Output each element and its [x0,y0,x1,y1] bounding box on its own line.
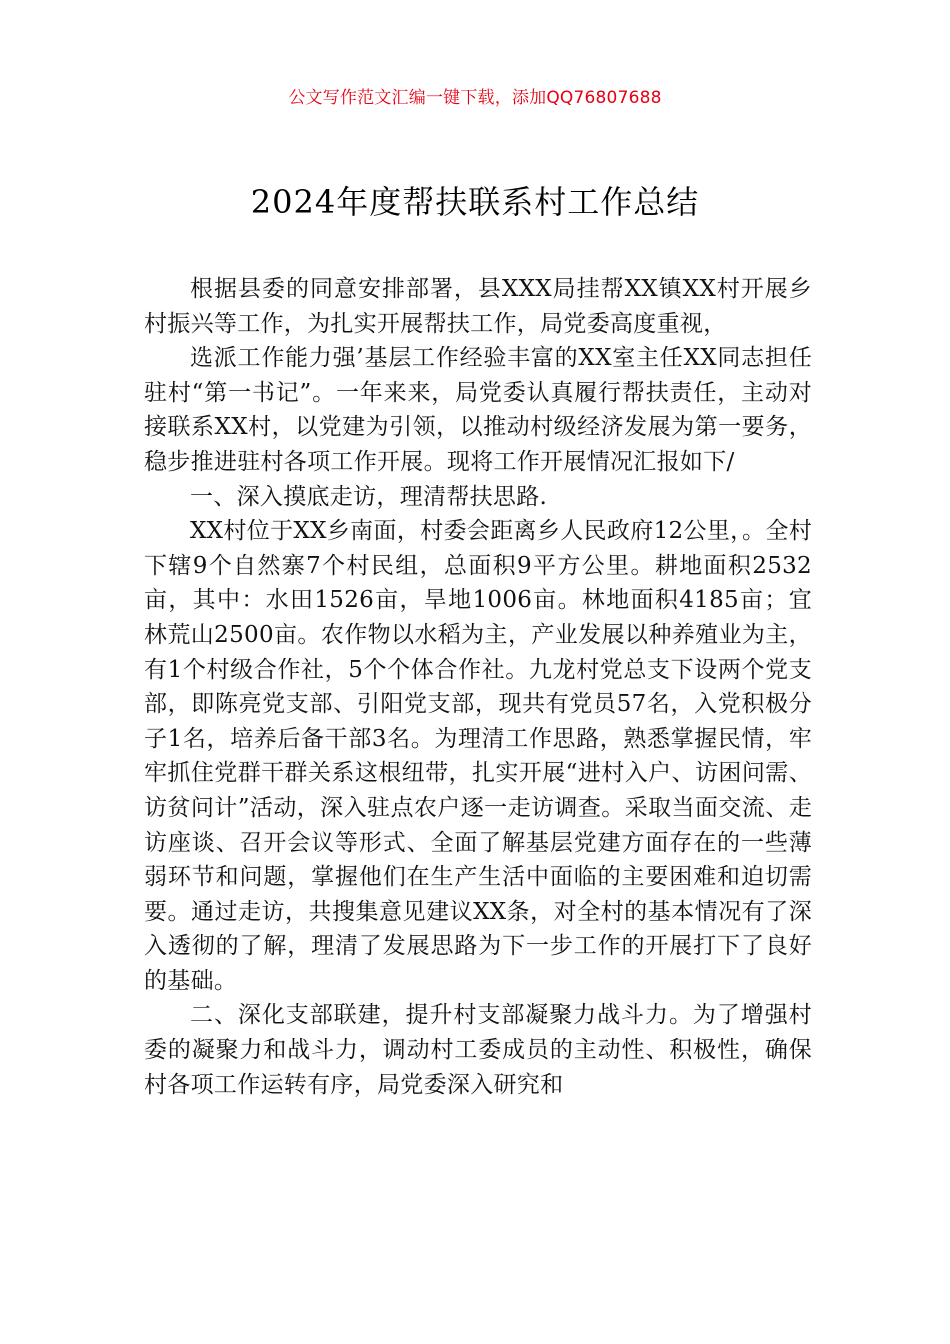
paragraph: XX村位于XX乡南面，村委会距离乡人民政府12公里，。全村下辖9个自然寨7个村民组，总面积9平方公里。耕地面积2532亩，其中：水田1526亩，旱地1006亩。林地面积4185亩；宜林荒山2500亩。农作物以水稻为主，产业发展以种养殖业为主，有1个村级合作社，5个个体合作社。九龙村党总支下设两个党支部，即陈亮党支部、引阳党支部，现共有党员57名，入党积极分子1名，培养后备干部3名。为理清工作思路，熟悉掌握民情，牢牢抓住党群干群关系这根纽带，扎实开展“进村入户、访困问需、访贫问计”活动，深入驻点农户逐一走访调查。采取当面交流、走访座谈、召开会议等形式、全面了解基层党建方面存在的一些薄弱环节和问题，掌握他们在生产生活中面临的主要困难和迫切需要。通过走访，共搜集意见建议XX条，对全村的基本情况有了深入透彻的了解，理清了发展思路为下一步工作的开展打下了良好的基础。 [144,518,812,994]
paragraph: 二、深化支部联建，提升村支部凝聚力战斗力。为了增强村委的凝聚力和战斗力，调动村工委成员的主动性、积极性，确保村各项工作运转有序，局党委深入研究和 [144,1002,812,1098]
document-body [144,272,812,1102]
document-title: 2024年度帮扶联系村工作总结 [250,183,700,221]
paragraph: 选派工作能力强’基层工作经验丰富的XX室主任XX同志担任驻村“第一书记”。一年来来，局党委认真履行帮扶责任，主动对接联系XX村，以党建为引领，以推动村级经济发展为第一要务，稳步推进驻村各项工作开展。现将工作开展情况汇报如下/ [144,345,812,475]
paragraph: 根据县委的同意安排部署，县XXX局挂帮XX镇XX村开展乡村振兴等工作，为扎实开展帮扶工作，局党委高度重视， [144,276,812,337]
section-heading: 一、深入摸底走访，理清帮扶思路. [190,483,548,510]
download-banner: 公文写作范文汇编一键下载，添加QQ76807688 [288,88,662,108]
